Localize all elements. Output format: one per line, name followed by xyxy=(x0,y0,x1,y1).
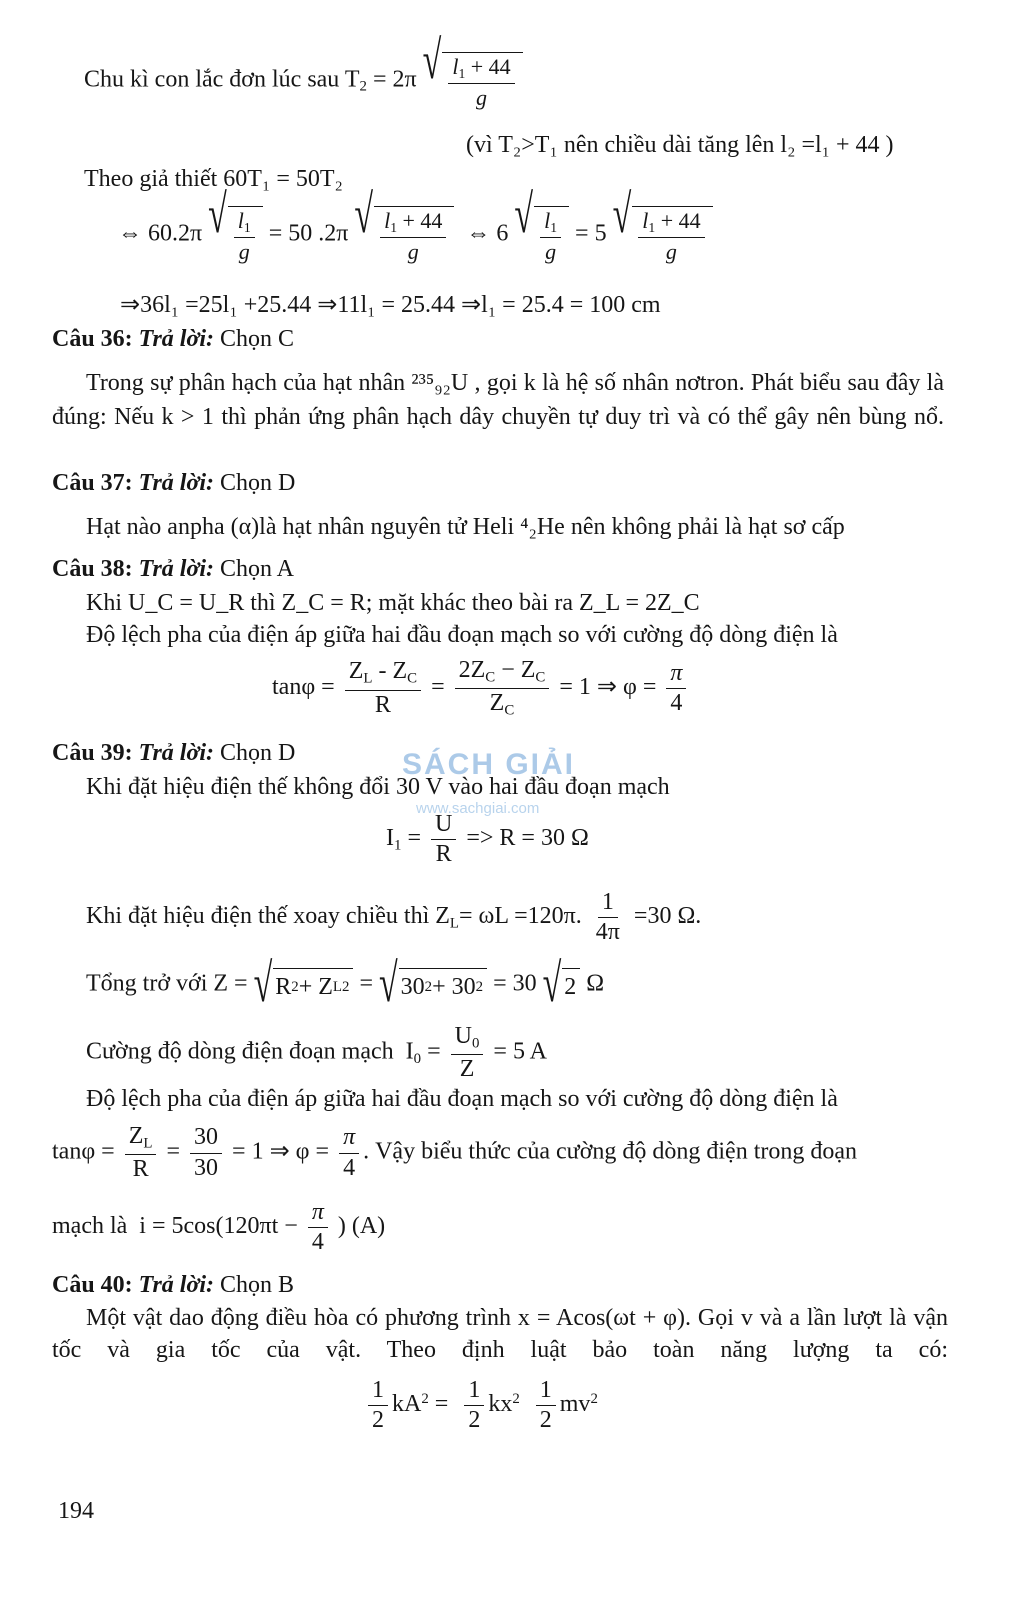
energy-equation: $\frac{1}{2}$ $kA^2$ = $\frac{1}{2}$ $kx^2$ $\frac{1}{2}$ $mv^2$ xyxy=(364,1378,598,1433)
question-38-heading: Câu 38: Trả lời: Chọn A xyxy=(52,556,295,582)
length-note: (vì T₂>T₁ nên chiều dài tăng lên l₂ =l₁ + 44 ) xyxy=(466,132,894,158)
question-39-heading: Câu 39: Trả lời: Chọn D xyxy=(52,740,296,766)
impedance-line: Tổng trở với Z = √ R 2 + Z L 2 = √ 30 2 + 30 2 = 30 √ 2 Ω xyxy=(86,954,605,1014)
phase-equation-38: tanφ = $\frac{Z_L - Z_C}{R}$ = $\frac{2Z_C - Z_C}{Z_C}$ = 1 ⇒ φ = $\frac{\pi}{4}$ xyxy=(272,658,690,719)
question-36-body: Trong sự phân hạch của hạt nhân ²³⁵₉₂U , gọi k là hệ số nhân nơtron. Phát biểu sau đây là đúng: Nếu k > 1 thì phản ứng phân hạch dây chuyền tự duy trì và có thể gây nên bùng nổ. xyxy=(52,370,944,430)
period-formula-line: Chu kì con lắc đơn lúc sau $T_2 = 2\pi$ √ $\frac{l_1 + 44}{g}$ xyxy=(84,52,523,109)
question-39-line1: Khi đặt hiệu điện thế không đổi 30 V vào hai đầu đoạn mạch xyxy=(86,774,670,800)
current-expression-line: mạch là i = 5cos(120πt − $\frac{\pi}{4}$ ) (A) xyxy=(52,1199,386,1256)
question-36-heading: Câu 36: Trả lời: Chọn C xyxy=(52,326,295,352)
watermark-logo: SÁCH GIẢI www.sachgiai.com xyxy=(402,748,576,817)
question-38-line1: Khi U_C = U_R thì Z_C = R; mặt khác theo bài ra Z_L = 2Z_C xyxy=(86,590,700,616)
current-amplitude-line: Cường độ dòng điện đoạn mạch $I_0$ = $\frac{U_0}{Z}$ = 5 A xyxy=(86,1023,547,1083)
period-text: Chu kì con lắc đơn lúc sau xyxy=(84,66,340,93)
result-line: ⇒36l₁ =25l₁ +25.44 ⇒11l₁ = 25.44 ⇒l₁ = 25.4 = 100 cm xyxy=(120,292,661,318)
sqrt-expression: √ $\frac{l_1 + 44}{g}$ xyxy=(423,52,523,109)
question-39-line5: Độ lệch pha của điện áp giữa hai đầu đoạn mạch so với cường độ dòng điện là xyxy=(86,1086,838,1112)
question-40-body: Một vật dao động điều hòa có phương trình x = Acos(ωt + φ). Gọi v và a lần lượt là vận tốc và gia tốc của vật. Theo định luật bảo toàn năng lượng ta có: xyxy=(52,1305,948,1363)
question-40-heading: Câu 40: Trả lời: Chọn B xyxy=(52,1272,295,1298)
equation-line: ⇔ 60.2π √ $\frac{l_1}{g}$ = 50 .2π √ $\frac{l_1 + 44}{g}$ ⇔ 6 √ $\frac{l_1}{g}$ = 5 √ $\frac{l_1 + 44}{g}$ xyxy=(118,206,713,263)
premise-line: Theo giả thiết 60T₁ = 50T₂ xyxy=(84,166,343,192)
phase-equation-39: tanφ = $\frac{Z_L}{R}$ = $\frac{30}{30}$ = 1 ⇒ φ = $\frac{\pi}{4}$ . Vậy biểu thức của cường độ dòng điện trong đoạn xyxy=(52,1123,858,1183)
question-37-body: Hạt nào anpha (α)là hạt nhân nguyên tử Heli ⁴₂He nên không phải là hạt sơ cấp xyxy=(86,514,845,540)
page-number: 194 xyxy=(58,1498,94,1524)
question-38-line2: Độ lệch pha của điện áp giữa hai đầu đoạn mạch so với cường độ dòng điện là xyxy=(86,622,838,648)
inductive-reactance-line: Khi đặt hiệu điện thế xoay chiều thì $Z_L= \omega L =120\pi$. $\frac{1}{4\pi}$ =30 Ω. xyxy=(86,889,702,946)
question-37-heading: Câu 37: Trả lời: Chọn D xyxy=(52,470,296,496)
ohm-law-equation: $I_1$ = $\frac{U}{R}$ => R = 30 Ω xyxy=(386,811,589,868)
